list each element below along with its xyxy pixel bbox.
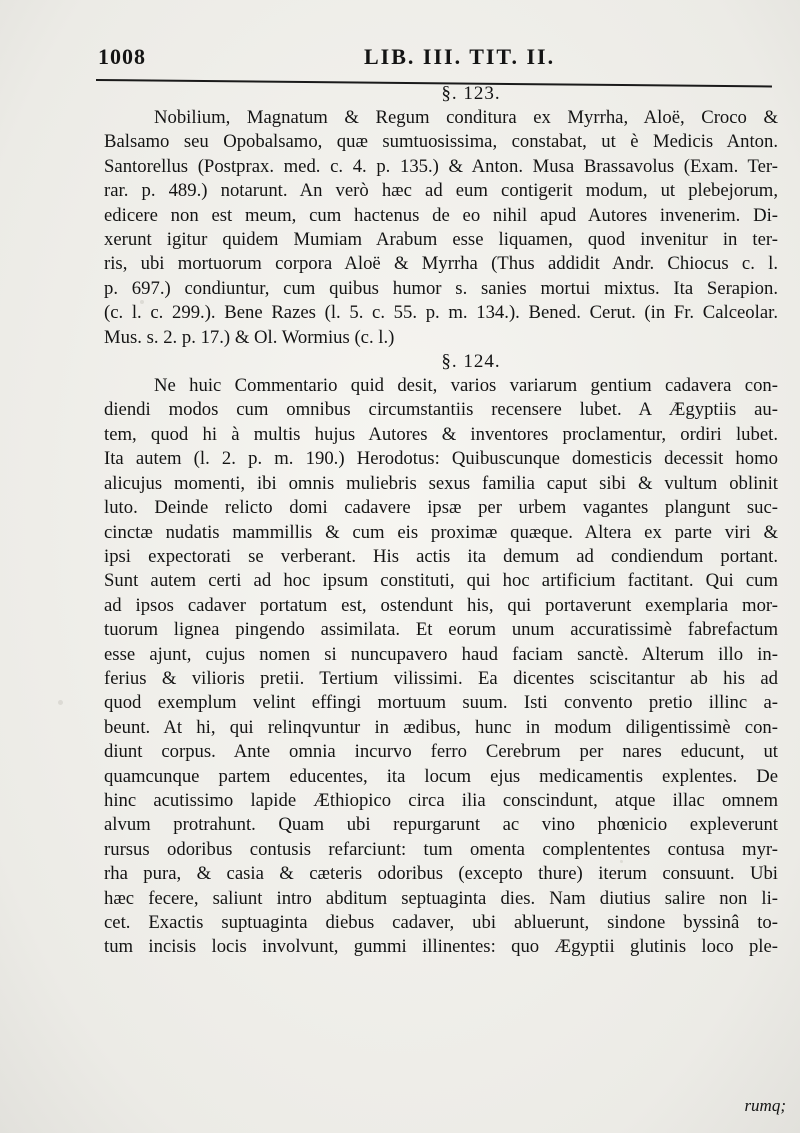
text-line: Nobilium, Magnatum & Regum conditura ex Myrrha, Aloë, Croco & bbox=[154, 107, 778, 128]
running-head bbox=[96, 40, 770, 80]
text-line: tum incisis locis involvunt, gummi illinentes: quo Ægyptii glutinis loco ple- bbox=[104, 936, 778, 958]
section-heading-123: §. 123. bbox=[441, 83, 501, 104]
text-line: ris, ubi mortuorum corpora Aloë & Myrrha (Thus addidit Andr. Chiocus c. l. bbox=[104, 253, 778, 275]
text-line: hinc acutissimo lapide Æthiopico circa ilia conscindunt, atque illac omnem bbox=[104, 789, 778, 811]
text-line: ad ipsos cadaver portatum est, ostendunt his, qui portaverunt exemplaria mor- bbox=[104, 594, 778, 616]
text-line: Ita autem (l. 2. p. m. 190.) Herodotus: Quibuscunque domesticis decessit homo bbox=[104, 448, 778, 470]
text-line: Mus. s. 2. p. 17.) & Ol. Wormius (c. l.) bbox=[104, 326, 395, 348]
section-heading-124: §. 124. bbox=[441, 351, 501, 373]
text-line: Santorellus (Postprax. med. c. 4. p. 135.) & Anton. Musa Brassavolus (Exam. Ter- bbox=[104, 155, 778, 177]
text-line: Balsamo seu Opobalsamo, quæ sumtuosissima, constabat, ut è Medicis Anton. bbox=[104, 131, 778, 153]
text-line: Ne huic Commentario quid desit, varios variarum gentium cadavera con- bbox=[154, 375, 778, 397]
catchword: rumq; bbox=[744, 1096, 786, 1115]
text-line: tem, quod hi à multis hujus Autores & inventores proclamentur, ordiri lubet. bbox=[104, 423, 778, 445]
text-line: ipsi expectorati se verberant. His actis ita demum ad condiendum portant. bbox=[104, 545, 778, 567]
page-number: 1008 bbox=[98, 44, 146, 69]
text-line: luto. Deinde relicto domi cadavere ipsæ per urbem vagantes plangunt suc- bbox=[104, 497, 778, 519]
text-line: p. 697.) condiuntur, cum quibus humor s. sanies mortui mixtus. Ita Serapion. bbox=[104, 277, 778, 299]
text-line: quamcunque partem educentes, ita locum ejus medicamentis explentes. De bbox=[104, 765, 778, 787]
text-line: beunt. At hi, qui relinqvuntur in ædibus, hunc in modum diligentissimè con- bbox=[104, 716, 778, 738]
text-block bbox=[104, 82, 778, 960]
text-line: alvum protrahunt. Quam ubi repurgarunt ac vino phœnicio expleverunt bbox=[104, 814, 778, 836]
text-line: rursus odoribus contusis refarciunt: tum omenta complententes contusa myr- bbox=[104, 838, 778, 860]
text-line: quod exemplum velint effingi mortuum suum. Isti convento pretio illinc a- bbox=[104, 692, 778, 714]
text-line: rar. p. 489.) notarunt. An verò hæc ad eum contigerit modum, ut plebejorum, bbox=[104, 180, 778, 202]
text-line: cet. Exactis suptuaginta diebus cadaver, ubi abluerunt, sindone byssinâ to- bbox=[104, 912, 778, 933]
section-124-body bbox=[104, 374, 778, 960]
text-line: hæc fecere, saliunt intro abditum septuaginta dies. Nam diutius salire non li- bbox=[104, 887, 778, 909]
running-title: LIB. III. TIT. II. bbox=[364, 44, 556, 69]
text-line: diendi modos cum omnibus circumstantiis recensere lubet. A Ægyptiis au- bbox=[104, 399, 778, 421]
text-line: tuorum lignea pingendo assimilata. Et eorum unum accuratissimè fabrefactum bbox=[104, 619, 778, 641]
text-line: esse ajunt, cujus nomen si nuncupavero haud faciam sanctè. Alterum illo in- bbox=[104, 643, 778, 665]
paper-speck bbox=[58, 700, 63, 705]
section-123-body bbox=[104, 106, 778, 350]
text-line: rha pura, & casia & cæteris odoribus (excepto thure) iterum consuunt. Ubi bbox=[104, 863, 778, 885]
text-line: (c. l. c. 299.). Bene Razes (l. 5. c. 55. p. m. 134.). Bened. Cerut. (in Fr. Calceolar. bbox=[104, 302, 778, 324]
text-line: cinctæ nudatis mammillis & cum eis proximæ quæque. Altera ex parte viri & bbox=[104, 521, 778, 543]
text-line: Sunt autem certi ad hoc ipsum constituti, qui hoc artificium factitant. Qui cum bbox=[104, 570, 778, 592]
text-line: alicujus momenti, ibi omnis muliebris sexus familia caput sibi & vultum oblinit bbox=[104, 472, 778, 494]
text-line: ferius & vilioris pretii. Tertium vilissimi. Ea dicentes sciscitantur ab his ad bbox=[104, 667, 778, 689]
text-line: xerunt igitur quidem Mumiam Arabum esse liquamen, quod invenitur in ter- bbox=[104, 229, 778, 251]
text-line: diunt corpus. Ante omnia incurvo ferro Cerebrum per nares educunt, ut bbox=[104, 741, 778, 763]
text-line: edicere non est meum, cum hactenus de eo nihil apud Autores invenerim. Di- bbox=[104, 204, 778, 226]
